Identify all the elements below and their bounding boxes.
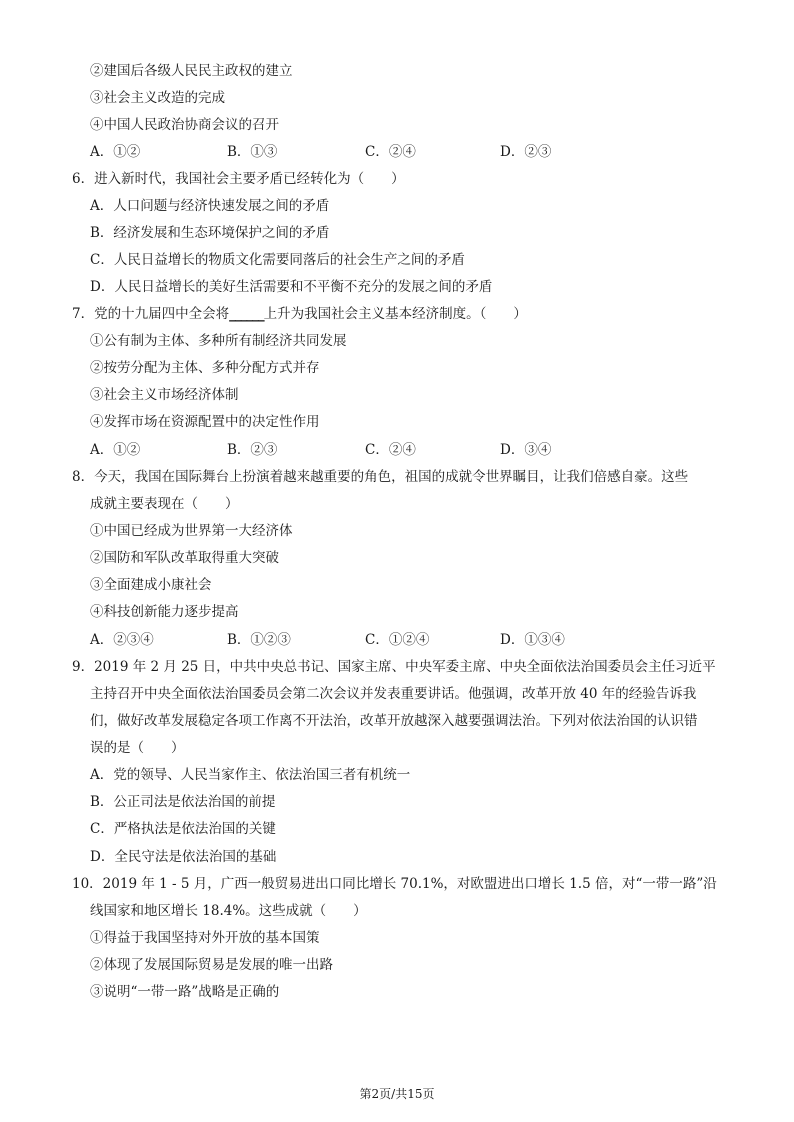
q9-choice-c[interactable]: C．严格执法是依法治国的关键 [90, 821, 276, 837]
q9-stem-line-2: 主持召开中央全面依法治国委员会第二次会议并发表重要讲话。他强调，改革开放 40 年的经验告诉我 [90, 686, 697, 702]
q10-item-3: ③说明“一带一路”战略是正确的 [90, 984, 280, 1000]
q5-option-d[interactable]: D．②③ [500, 144, 552, 160]
q7-item-3: ③社会主义市场经济体制 [90, 387, 239, 403]
q5-option-b[interactable]: B．①③ [227, 144, 278, 160]
q7-item-4: ④发挥市场在资源配置中的决定性作用 [90, 414, 320, 430]
q7-option-b[interactable]: B．②③ [227, 442, 278, 458]
q9-choice-a[interactable]: A．党的领导、人民当家作主、依法治国三者有机统一 [90, 767, 411, 783]
q8-stem-line-2: 成就主要表现在（ ） [90, 496, 239, 512]
q8-item-4: ④科技创新能力逐步提高 [90, 604, 239, 620]
q8-stem-line-1: 8．今天，我国在国际舞台上扮演着越来越重要的角色，祖国的成就令世界瞩目，让我们倍感自豪。这些 [72, 469, 689, 485]
q7-item-1: ①公有制为主体、多种所有制经济共同发展 [90, 333, 347, 349]
q9-choice-d[interactable]: D．全民守法是依法治国的基础 [90, 849, 277, 865]
q7-stem [72, 304, 527, 324]
q6-choice-b[interactable]: B．经济发展和生态环境保护之间的矛盾 [90, 225, 330, 241]
q5-item-3: ③社会主义改造的完成 [90, 90, 225, 106]
q8-item-2: ②国防和军队改革取得重大突破 [90, 550, 279, 566]
q8-option-d[interactable]: D．①③④ [500, 632, 565, 648]
page-footer [0, 1086, 794, 1102]
q6-choice-c[interactable]: C．人民日益增长的物质文化需要同落后的社会生产之间的矛盾 [90, 252, 465, 268]
q10-stem-line-2: 线国家和地区增长 18.4%。这些成就（ ） [90, 903, 367, 919]
q5-item-4: ④中国人民政治协商会议的召开 [90, 117, 279, 133]
q8-item-3: ③全面建成小康社会 [90, 577, 212, 593]
q10-item-2: ②体现了发展国际贸易是发展的唯一出路 [90, 957, 333, 973]
q6-stem: 6．进入新时代，我国社会主要矛盾已经转化为（ ） [72, 171, 405, 187]
q5-item-2: ②建国后各级人民民主政权的建立 [90, 63, 293, 79]
q10-stem-line-1: 10．2019 年 1 - 5 月，广西一般贸易进出口同比增长 70.1%，对欧盟进出口增长 1.5 倍，对“一带一路”沿 [72, 876, 717, 892]
q5-option-a[interactable]: A．①② [90, 144, 141, 160]
q7-options [90, 440, 650, 460]
q8-options [90, 630, 650, 650]
q8-option-b[interactable]: B．①②③ [227, 632, 291, 648]
page-number: 第2页/共15页 [359, 1087, 435, 1101]
q7-option-d[interactable]: D．③④ [500, 442, 552, 458]
q5-option-c[interactable]: C．②④ [365, 144, 416, 160]
q6-choice-a[interactable]: A．人口问题与经济快速发展之间的矛盾 [90, 198, 330, 214]
q9-stem-line-1: 9．2019 年 2 月 25 日，中共中央总书记、国家主席、中央军委主席、中央全面依法治国委员会主任习近平 [72, 659, 716, 675]
q8-option-a[interactable]: A．②③④ [90, 632, 154, 648]
q8-option-c[interactable]: C．①②④ [365, 632, 430, 648]
q7-option-a[interactable]: A．①② [90, 442, 141, 458]
q5-options [90, 142, 650, 162]
q9-stem-line-3: 们，做好改革发展稳定各项工作离不开法治，改革开放越深入越要强调法治。下列对依法治国的认识错 [90, 713, 698, 729]
q7-blank: ______ [229, 306, 264, 322]
q7-option-c[interactable]: C．②④ [365, 442, 416, 458]
q7-stem-before: 7．党的十九届四中全会将 [72, 306, 230, 322]
q7-stem-after: 上升为我国社会主义基本经济制度。（ ） [263, 306, 527, 322]
q9-choice-b[interactable]: B．公正司法是依法治国的前提 [90, 794, 276, 810]
q8-item-1: ①中国已经成为世界第一大经济体 [90, 523, 293, 539]
q10-item-1: ①得益于我国坚持对外开放的基本国策 [90, 930, 320, 946]
q9-stem-line-4: 误的是（ ） [90, 740, 185, 756]
q6-choice-d[interactable]: D．人民日益增长的美好生活需要和不平衡不充分的发展之间的矛盾 [90, 279, 493, 295]
q7-item-2: ②按劳分配为主体、多种分配方式并存 [90, 360, 320, 376]
